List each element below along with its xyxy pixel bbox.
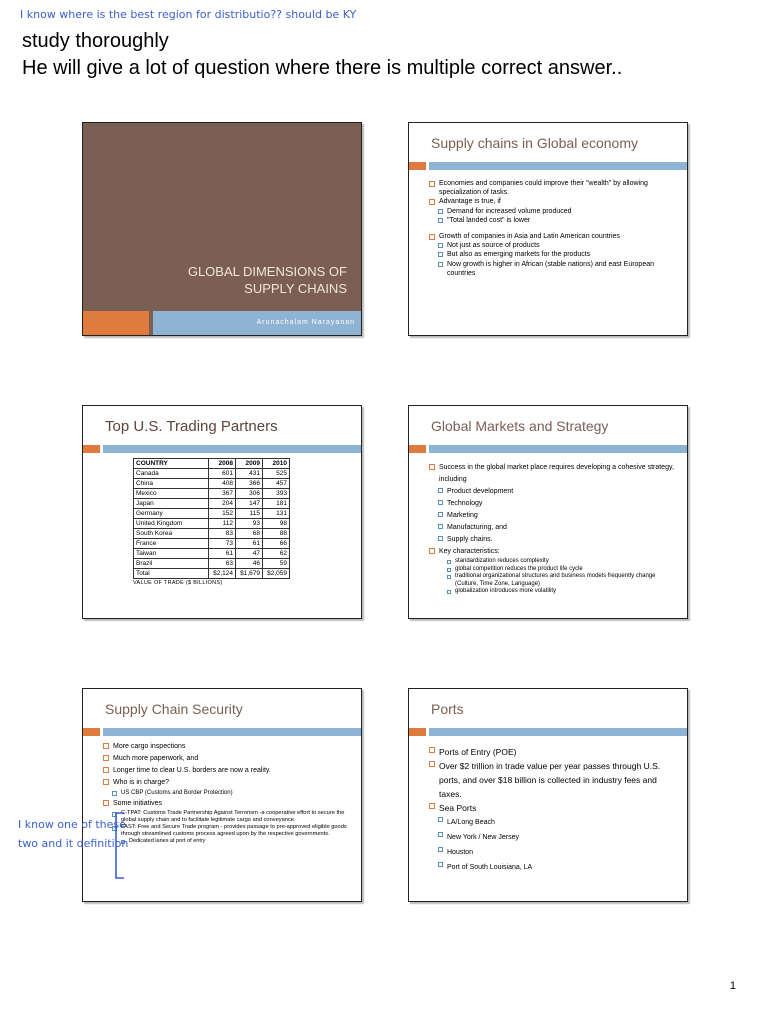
cell: 147	[236, 499, 263, 509]
sub-bullet: Supply chains.	[429, 534, 677, 546]
cell: Taiwan	[134, 549, 209, 559]
sub-bullet: Not just as source of products	[429, 241, 677, 250]
cell: $2,124	[209, 569, 236, 579]
cell: South Korea	[134, 529, 209, 539]
sub-bullet: New York / New Jersey	[429, 830, 677, 845]
bullet: Key characteristics:	[429, 546, 677, 558]
cell: 83	[209, 529, 236, 539]
sub-bullet: But also as emerging markets for the products	[429, 250, 677, 259]
slide-heading: Supply chains in Global economy	[431, 135, 639, 151]
slide-title	[82, 122, 362, 336]
sub-bullet: FAST: Free and Secure Trade program - provides passage to pre-approved eligible goods through streamlined customs process agreed upon by the respective governments.	[103, 824, 351, 838]
cell: Canada	[134, 469, 209, 479]
bullet: Ports of Entry (POE)	[429, 745, 677, 759]
cell: 62	[263, 549, 290, 559]
accent-band	[83, 728, 361, 736]
table-caption: VALUE OF TRADE ($ BILLIONS)	[133, 580, 223, 586]
bullet: Much more paperwork, and	[103, 753, 351, 765]
table-row	[134, 479, 290, 489]
slide-trading-partners	[82, 405, 362, 619]
sub-bullet: globalization introduces more volatility	[429, 588, 677, 596]
cell: 131	[263, 509, 290, 519]
table-total-row	[134, 569, 290, 579]
cell: $2,059	[263, 569, 290, 579]
author: Arunachalam Narayanan	[256, 319, 355, 326]
table-row	[134, 489, 290, 499]
cell: 68	[236, 529, 263, 539]
bullet: Some initiatives	[103, 798, 351, 810]
cell: France	[134, 539, 209, 549]
slide-heading: Top U.S. Trading Partners	[105, 418, 278, 435]
sub-bullet: Houston	[429, 845, 677, 860]
cell: 61	[209, 549, 236, 559]
table-row	[134, 499, 290, 509]
slide-body	[429, 179, 677, 278]
trade-table	[133, 458, 290, 579]
bullet: Who is in charge?	[103, 777, 351, 789]
sub-bullet: US CBP (Customs and Border Protection)	[103, 789, 351, 798]
orange-block	[83, 311, 149, 335]
bullet: Success in the global market place requires developing a cohesive strategy, including	[429, 462, 677, 486]
cell: 306	[236, 489, 263, 499]
cell: 408	[209, 479, 236, 489]
cell: United Kingdom	[134, 519, 209, 529]
slide-body	[103, 741, 351, 845]
cell: Brazil	[134, 559, 209, 569]
cell: 63	[209, 559, 236, 569]
bullet: Growth of companies in Asia and Latin American countries	[429, 232, 677, 241]
title-line-2: SUPPLY CHAINS	[244, 281, 347, 296]
cell: 98	[263, 519, 290, 529]
sub-bullet: Now growth is higher in African (stable nations) and east European countries	[429, 260, 677, 278]
cell: 46	[236, 559, 263, 569]
slide-heading: Global Markets and Strategy	[431, 418, 609, 434]
cell: 393	[263, 489, 290, 499]
bullet: Longer time to clear U.S. borders are now a reality.	[103, 765, 351, 777]
cell: 61	[236, 539, 263, 549]
sub-bullet: Demand for increased volume produced	[429, 207, 677, 216]
cell: Japan	[134, 499, 209, 509]
handwritten-side-note-2: two and it definition	[18, 837, 129, 850]
slide-body	[429, 462, 677, 596]
cell: 73	[209, 539, 236, 549]
slide-heading: Supply Chain Security	[105, 701, 243, 717]
slide-heading: Ports	[431, 701, 464, 717]
slide-global-markets	[408, 405, 688, 619]
trade-table-wrap	[133, 458, 290, 586]
table-header-row	[134, 459, 290, 469]
sub-bullet: Product development	[429, 486, 677, 498]
sub-bullet: traditional organizational structures and business models frequently change (Culture, Time Zone, Language)	[429, 573, 677, 588]
cell: 88	[263, 529, 290, 539]
sub-bullet: Marketing	[429, 510, 677, 522]
header-country: COUNTRY	[134, 459, 209, 469]
cell: 47	[236, 549, 263, 559]
table-row	[134, 559, 290, 569]
cell: Total	[134, 569, 209, 579]
table-row	[134, 509, 290, 519]
table-row	[134, 469, 290, 479]
sub-bullet: C-TPAT: Customs Trade Partnership Against Terrorism -a cooperative effort to secure the global supply chain and to facilitate legitimate cargo and conveyance.	[103, 810, 351, 824]
bullet: Economies and companies could improve their "wealth" by allowing specialization of tasks.	[429, 179, 677, 197]
cell: 59	[263, 559, 290, 569]
sub-bullet: "Total landed cost" is lower	[429, 216, 677, 225]
cell: 431	[236, 469, 263, 479]
sub-bullet: Manufacturing, and	[429, 522, 677, 534]
cell: 367	[209, 489, 236, 499]
cell: 204	[209, 499, 236, 509]
cell: 366	[236, 479, 263, 489]
sub-bullet: global competition reduces the product life cycle	[429, 566, 677, 574]
sub-bullet: Technology	[429, 498, 677, 510]
sub-bullet: Dedicated lanes at port of entry	[103, 838, 351, 845]
bracket-stroke	[116, 813, 124, 878]
slide-supply-chains-global	[408, 122, 688, 336]
bullet: Sea Ports	[429, 801, 677, 815]
sub-bullet: Port of South Louisiana, LA	[429, 860, 677, 875]
table-row	[134, 549, 290, 559]
cell: China	[134, 479, 209, 489]
table-row	[134, 529, 290, 539]
blue-block	[153, 311, 361, 335]
page-number: 1	[729, 980, 736, 992]
note-questions: He will give a lot of question where there is multiple correct answer..	[22, 57, 623, 79]
header-2008: 2008	[209, 459, 236, 469]
title-line-1: GLOBAL DIMENSIONS OF	[187, 264, 347, 279]
bullet: More cargo inspections	[103, 741, 351, 753]
header-2009: 2009	[236, 459, 263, 469]
slide-ports	[408, 688, 688, 902]
handwritten-side-note-1: I know one of these	[18, 818, 126, 831]
cell: 112	[209, 519, 236, 529]
sub-bullet: standardization reduces complexity	[429, 558, 677, 566]
cell: 601	[209, 469, 236, 479]
accent-band	[409, 728, 687, 736]
cell: 115	[236, 509, 263, 519]
slide-title-text	[188, 263, 347, 297]
handwritten-bracket	[110, 810, 130, 882]
cell: 181	[263, 499, 290, 509]
cell: 152	[209, 509, 236, 519]
accent-band	[83, 445, 361, 453]
table-row	[134, 519, 290, 529]
cell: $1,679	[236, 569, 263, 579]
handwritten-note-top: I know where is the best region for distributio?? should be KY	[20, 8, 357, 21]
accent-band	[409, 445, 687, 453]
cell: Germany	[134, 509, 209, 519]
note-study: study thoroughly	[22, 30, 169, 52]
cell: 93	[236, 519, 263, 529]
cell: 66	[263, 539, 290, 549]
cell: Mexico	[134, 489, 209, 499]
accent-band	[409, 162, 687, 170]
cell: 457	[263, 479, 290, 489]
bullet: Advantage is true, if	[429, 197, 677, 206]
bullet: Over $2 trillion in trade value per year passes through U.S. ports, and over $18 billion is collected in industry fees and taxes.	[429, 759, 677, 801]
cell: 525	[263, 469, 290, 479]
slide-body	[429, 745, 677, 875]
sub-bullet: LA/Long Beach	[429, 815, 677, 830]
header-2010: 2010	[263, 459, 290, 469]
table-row	[134, 539, 290, 549]
